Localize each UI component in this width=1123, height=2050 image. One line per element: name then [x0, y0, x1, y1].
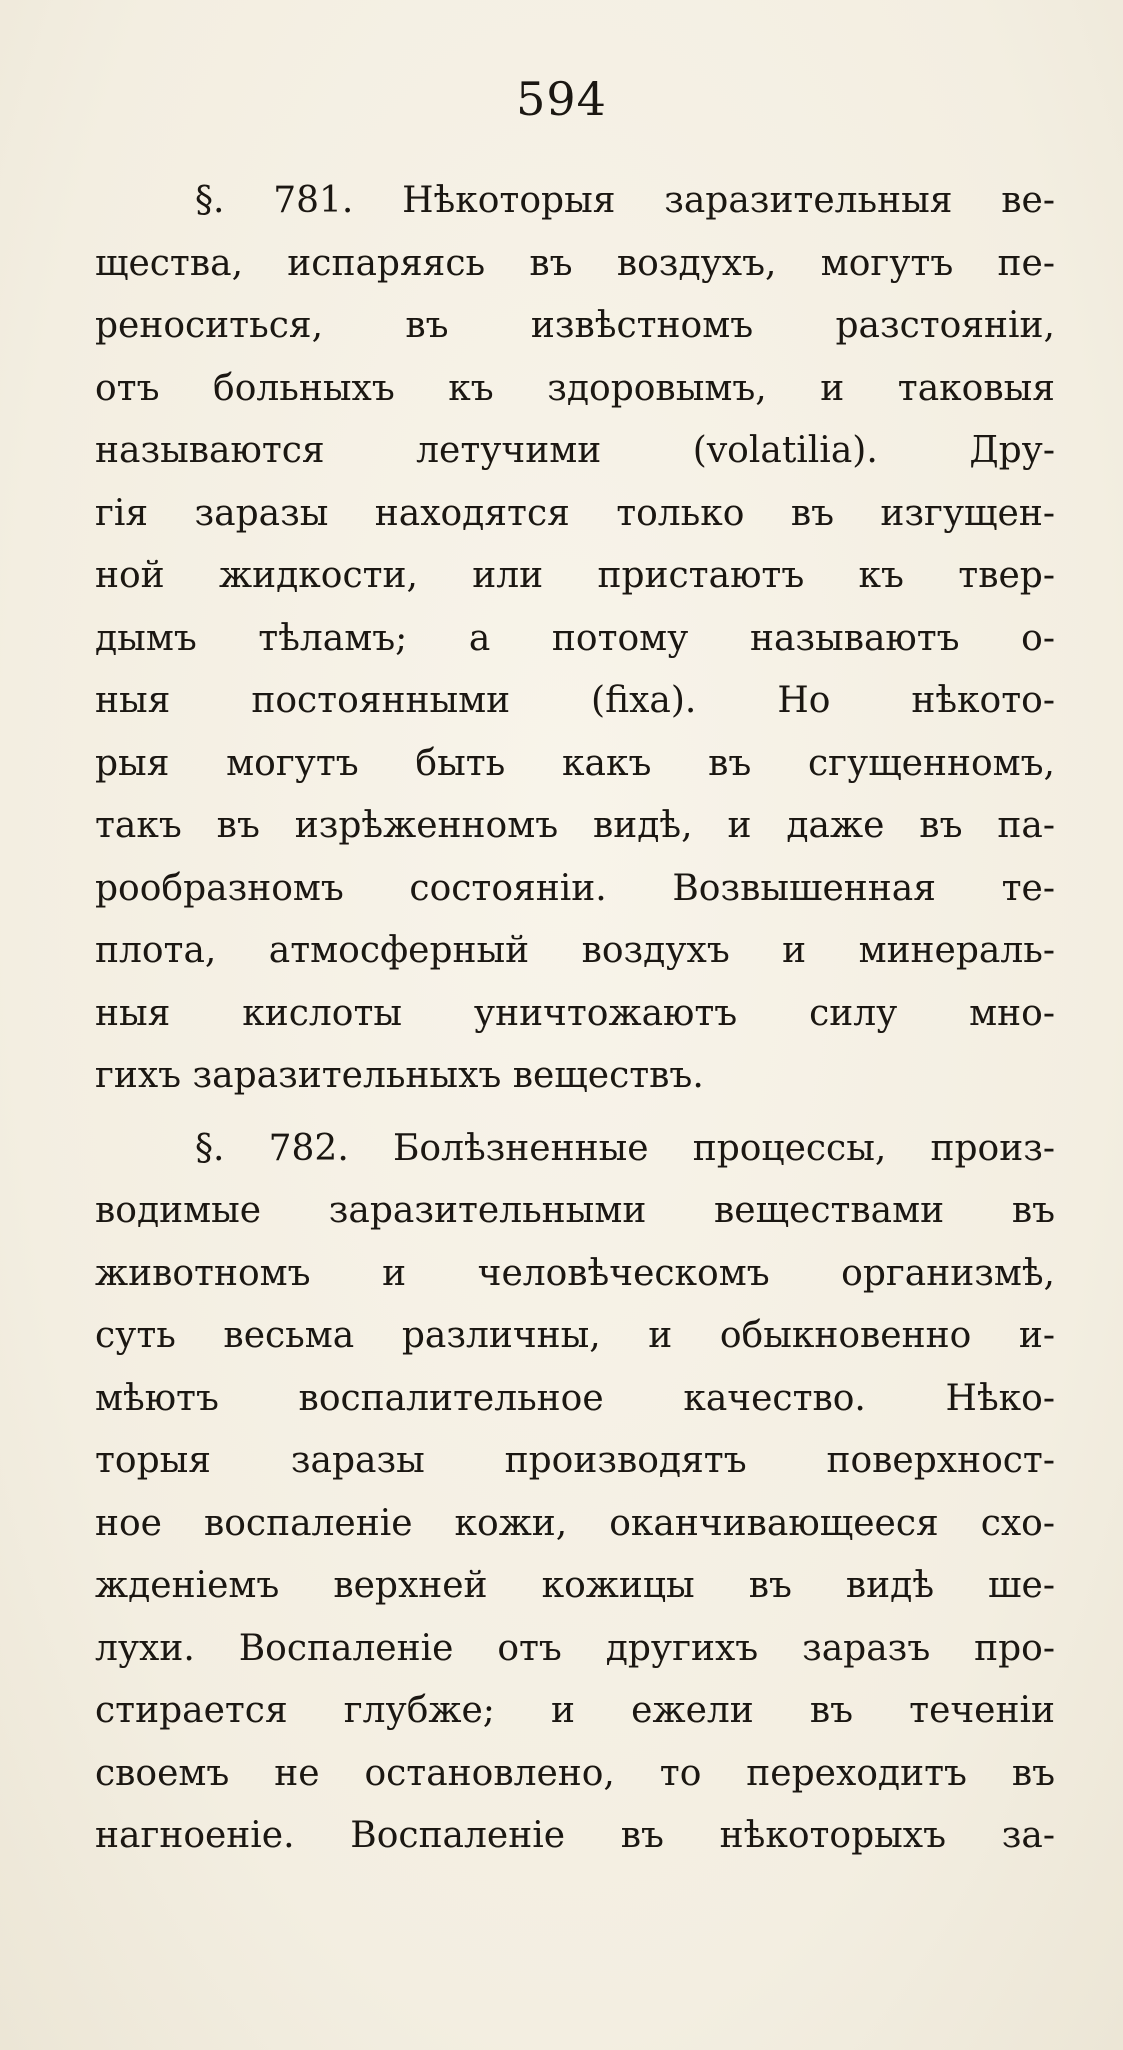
text-line: гихъ заразительныхъ веществъ. — [95, 1055, 704, 1096]
text-line: своемъ не остановлено, то переходитъ въ — [95, 1752, 1055, 1794]
text-line: ной жидкости, или пристаютъ къ твер- — [95, 555, 1055, 596]
text-line: отъ больныхъ къ здоровымъ, и таковыя — [95, 367, 1055, 409]
text-line: рыя могутъ быть какъ въ сгущенномъ, — [95, 742, 1055, 784]
text-line: §. 782. Болѣзненные процессы, произ- — [195, 1127, 1055, 1169]
text-line: стирается глубже; и ежели въ теченіи — [95, 1690, 1055, 1731]
text-line: рообразномъ состояніи. Возвышенная те- — [95, 867, 1055, 909]
text-line: ное воспаленіе кожи, оканчивающееся схо- — [95, 1502, 1055, 1544]
page-number: 594 — [516, 72, 607, 126]
body-text — [95, 170, 1055, 1868]
text-line: щества, испаряясь въ воздухъ, могутъ пе- — [95, 242, 1055, 284]
paragraph-gap — [95, 1108, 1055, 1118]
text-line: называются летучими (volatilia). Дру- — [95, 430, 1055, 471]
text-line: суть весьма различны, и обыкновенно и- — [95, 1315, 1055, 1356]
text-line: ныя постоянными (fixa). Но нѣкото- — [95, 680, 1055, 721]
text-line: лухи. Воспаленіе отъ другихъ заразъ про- — [95, 1627, 1055, 1669]
text-line: плота, атмосферный воздухъ и минераль- — [95, 930, 1055, 971]
text-line: нагноеніе. Воспаленіе въ нѣкоторыхъ за- — [95, 1815, 1055, 1856]
text-line: §. 781. Нѣкоторыя заразительныя ве- — [195, 180, 1055, 221]
paragraph-782 — [95, 1118, 1055, 1868]
text-line: гія заразы находятся только въ изгущен- — [95, 492, 1055, 534]
text-line: мѣютъ воспалительное качество. Нѣко- — [95, 1377, 1055, 1419]
text-line: животномъ и человѣческомъ организмѣ, — [95, 1252, 1055, 1294]
text-line: ныя кислоты уничтожаютъ силу мно- — [95, 992, 1055, 1034]
text-line: жденіемъ верхней кожицы въ видѣ ше- — [95, 1565, 1055, 1606]
text-line: торыя заразы производятъ поверхност- — [95, 1440, 1055, 1481]
text-line: такъ въ изрѣженномъ видѣ, и даже въ па- — [95, 805, 1055, 846]
text-line: водимые заразительными веществами въ — [95, 1190, 1055, 1231]
text-line: реноситься, въ извѣстномъ разстояніи, — [95, 305, 1055, 346]
paragraph-781 — [95, 170, 1055, 1108]
text-line: дымъ тѣламъ; а потому называютъ о- — [95, 617, 1055, 659]
